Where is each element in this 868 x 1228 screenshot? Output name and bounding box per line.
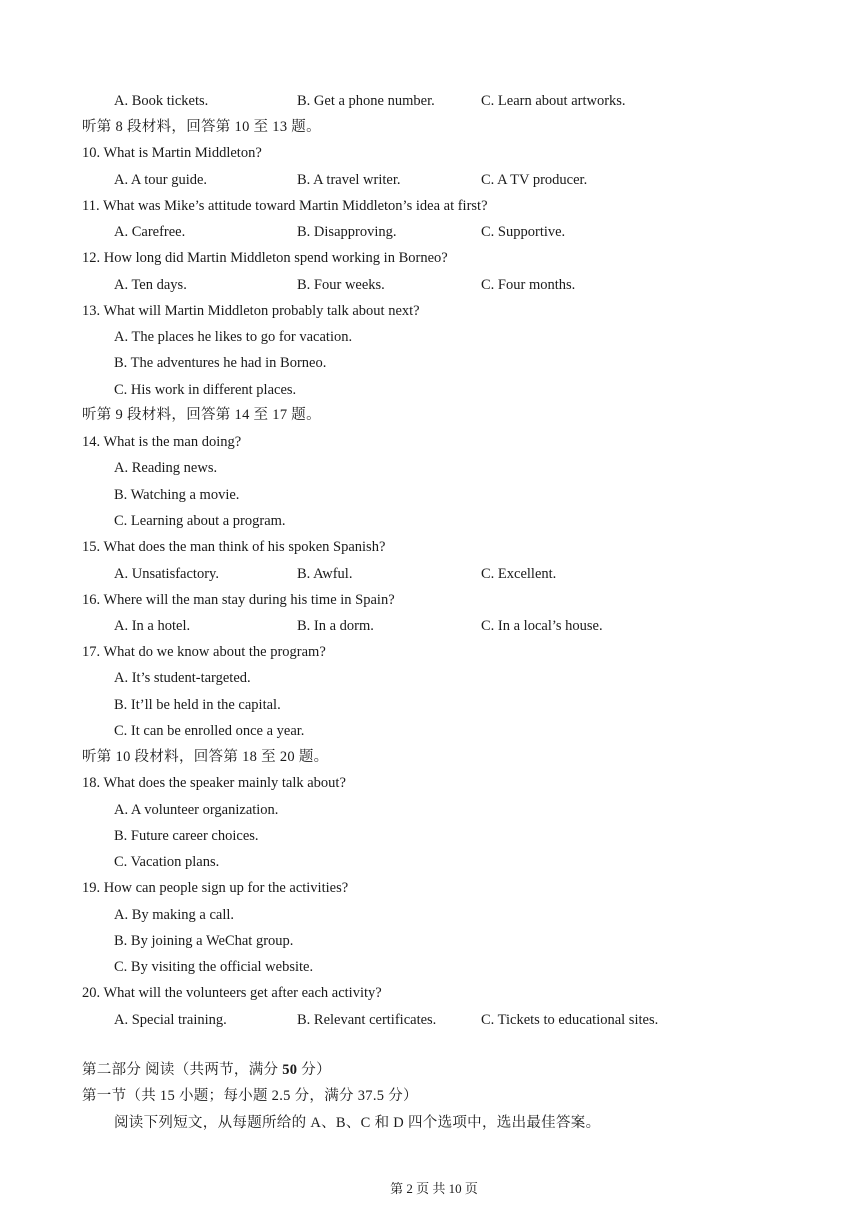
option-a: A. Book tickets. [114,93,209,109]
option-c: C. A TV producer. [481,172,588,188]
q12-options [0,274,868,296]
q20-options [0,1009,868,1031]
section-heading-8: 听第 8 段材料，回答第 10 至 13 题。 [82,119,321,135]
q17-option-a: A. It’s student-targeted. [114,670,251,686]
part-two-suffix: 分） [297,1062,331,1078]
q18-option-c: C. Vacation plans. [114,854,220,870]
question-19: 19. How can people sign up for the activities? [82,880,349,896]
option-b: B. A travel writer. [297,172,401,188]
option-c: C. Tickets to educational sites. [481,1012,659,1028]
option-b: B. Awful. [297,566,353,582]
option-b: B. Get a phone number. [297,93,435,109]
option-b: B. Disapproving. [297,224,397,240]
q14-option-b: B. Watching a movie. [114,487,240,503]
option-a: A. A tour guide. [114,172,208,188]
q14-option-c: C. Learning about a program. [114,513,286,529]
question-12: 12. How long did Martin Middleton spend working in Borneo? [82,250,448,266]
option-c: C. Supportive. [481,224,566,240]
option-b: B. Four weeks. [297,277,385,293]
q15-options [0,563,868,585]
q16-options [0,615,868,637]
option-c: C. Four months. [481,277,576,293]
q13-option-c: C. His work in different places. [114,382,297,398]
option-b: B. Relevant certificates. [297,1012,437,1028]
question-10: 10. What is Martin Middleton? [82,145,262,161]
option-a: A. In a hotel. [114,618,191,634]
q14-option-a: A. Reading news. [114,460,218,476]
q19-option-b: B. By joining a WeChat group. [114,933,294,949]
question-11: 11. What was Mike’s attitude toward Martin Middleton’s idea at first? [82,198,488,214]
section-one-heading: 第一节（共 15 小题；每小题 2.5 分，满分 37.5 分） [82,1088,418,1104]
q10-options [0,169,868,191]
q19-option-c: C. By visiting the official website. [114,959,314,975]
option-b: B. In a dorm. [297,618,374,634]
instruction-text: 阅读下列短文，从每题所给的 A、B、C 和 D 四个选项中，选出最佳答案。 [114,1115,601,1131]
part-two-prefix: 第二部分 阅读（共两节，满分 [82,1062,283,1078]
page-footer: 第 2 页 共 10 页 [390,1181,478,1196]
q13-option-a: A. The places he likes to go for vacation. [114,329,353,345]
section-heading-9: 听第 9 段材料，回答第 14 至 17 题。 [82,407,321,423]
q9-options [0,90,868,112]
option-c: C. Learn about artworks. [481,93,626,109]
part-two-score: 50 [282,1062,298,1078]
question-14: 14. What is the man doing? [82,434,242,450]
q17-option-b: B. It’ll be held in the capital. [114,697,281,713]
q13-option-b: B. The adventures he had in Borneo. [114,355,327,371]
option-c: C. In a local’s house. [481,618,603,634]
q11-options [0,221,868,243]
question-15: 15. What does the man think of his spoken Spanish? [82,539,386,555]
question-18: 18. What does the speaker mainly talk about? [82,775,346,791]
question-16: 16. Where will the man stay during his time in Spain? [82,592,395,608]
option-a: A. Carefree. [114,224,186,240]
option-a: A. Ten days. [114,277,187,293]
q19-option-a: A. By making a call. [114,907,235,923]
option-a: A. Special training. [114,1012,227,1028]
section-heading-10: 听第 10 段材料，回答第 18 至 20 题。 [82,749,329,765]
option-a: A. Unsatisfactory. [114,566,219,582]
part-two-heading [0,1059,868,1081]
option-c: C. Excellent. [481,566,557,582]
question-13: 13. What will Martin Middleton probably talk about next? [82,303,420,319]
question-17: 17. What do we know about the program? [82,644,326,660]
q17-option-c: C. It can be enrolled once a year. [114,723,305,739]
question-20: 20. What will the volunteers get after each activity? [82,985,382,1001]
q18-option-a: A. A volunteer organization. [114,802,279,818]
q18-option-b: B. Future career choices. [114,828,259,844]
